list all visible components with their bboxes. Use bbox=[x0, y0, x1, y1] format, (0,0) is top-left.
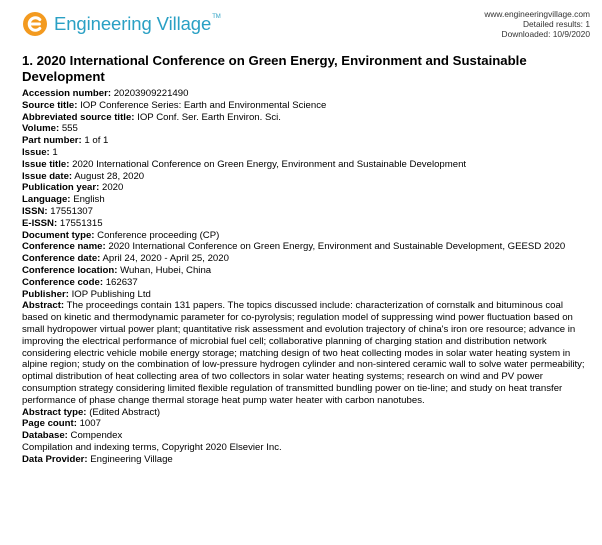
abstract-text: The proceedings contain 131 papers. The topics discussed include: characterization of cornstalk and bituminous coal based on kinetic and thermodynamic parameter for co-pyrolysis; regulation model of suppressing wind power fluctuation based on small hydropower virtual power plant; quantitative risk assessment and evolution trajectory of china's iron ore resource; advance in improving the electrical performance of microbial fuel cell; collaborative planning of charging station and distribution network considering electric vehicle mobile energy storage; matching design of two heat collecting modes in solar water heating system in alpine region; study on the combination of low-pressure hydrogen cylinder and non-sintered ceramic wall to solve water permeability; optimal distribution of heat collecting area of two collectors in solar water heating systems; research on wind and PV power consumption strategy considering limited flexible regulation of transmitted bundling power on tie-line; and study on heat transfer performance of phase change thermal storage heat pump water heater with carbon nanotubes. bbox=[22, 300, 585, 406]
field-label: Publication year: bbox=[22, 182, 100, 194]
field-label: Publisher: bbox=[22, 288, 69, 300]
field-value: 20203909221490 bbox=[113, 88, 189, 99]
data-provider-field bbox=[22, 454, 588, 466]
field-value: IOP Publishing Ltd bbox=[71, 288, 151, 300]
detailed-results-count: Detailed results: 1 bbox=[522, 19, 590, 30]
field-label: Abstract type: bbox=[22, 406, 87, 418]
field-row bbox=[22, 88, 588, 100]
field-value: August 28, 2020 bbox=[74, 170, 145, 182]
field-row bbox=[22, 112, 588, 124]
field-value: Wuhan, Hubei, China bbox=[120, 264, 212, 276]
field-value: Conference proceeding (CP) bbox=[97, 229, 220, 241]
engineering-village-logo[interactable] bbox=[22, 11, 221, 37]
field-label: Data Provider: bbox=[22, 453, 88, 465]
field-row bbox=[22, 171, 588, 183]
field-value: (Edited Abstract) bbox=[89, 406, 161, 418]
field-label: Conference location: bbox=[22, 264, 118, 276]
compilation-note: Compilation and indexing terms, Copyright 2020 Elsevier Inc. bbox=[22, 441, 282, 453]
field-label: Accession number: bbox=[22, 88, 112, 99]
record-content bbox=[22, 53, 588, 466]
header-meta bbox=[484, 9, 590, 40]
field-label: Source title: bbox=[22, 99, 78, 111]
field-value: 2020 International Conference on Green Energy, Environment and Sustainable Development, GEESD 2020 bbox=[108, 241, 566, 253]
field-row bbox=[22, 241, 588, 253]
field-label: Part number: bbox=[22, 135, 82, 147]
field-row bbox=[22, 206, 588, 218]
field-row bbox=[22, 135, 588, 147]
record-title: 1. 2020 International Conference on Green Energy, Environment and Sustainable Development bbox=[22, 53, 527, 84]
field-row bbox=[22, 100, 588, 112]
abstract-label: Abstract: bbox=[22, 300, 65, 312]
field-value: 2020 bbox=[101, 182, 124, 194]
field-value: 555 bbox=[61, 123, 78, 135]
field-label: Conference code: bbox=[22, 276, 104, 288]
field-row bbox=[22, 230, 588, 242]
field-row bbox=[22, 430, 588, 442]
field-value: 17551315 bbox=[59, 217, 103, 229]
field-label: Database: bbox=[22, 430, 68, 442]
field-label: Document type: bbox=[22, 229, 95, 241]
field-row bbox=[22, 407, 588, 419]
trademark-mark: TM bbox=[212, 14, 221, 20]
field-label: Volume: bbox=[22, 123, 60, 135]
field-value: 162637 bbox=[105, 276, 138, 288]
field-label: Language: bbox=[22, 194, 71, 206]
field-value: 2020 International Conference on Green Energy, Environment and Sustainable Development bbox=[72, 158, 467, 170]
field-label: Page count: bbox=[22, 418, 77, 430]
field-value: 17551307 bbox=[50, 205, 93, 217]
record-fields bbox=[22, 88, 588, 300]
field-value: Engineering Village bbox=[90, 453, 173, 465]
field-value: 1007 bbox=[79, 418, 101, 430]
field-row bbox=[22, 182, 588, 194]
field-row bbox=[22, 218, 588, 230]
field-label: Abbreviated source title: bbox=[22, 111, 135, 123]
field-row bbox=[22, 194, 588, 206]
field-label: Conference name: bbox=[22, 241, 106, 253]
field-value: 1 of 1 bbox=[84, 135, 109, 147]
field-label: Conference date: bbox=[22, 253, 101, 265]
field-row bbox=[22, 265, 588, 277]
field-value: English bbox=[73, 194, 105, 206]
abstract bbox=[22, 300, 588, 406]
engineering-village-logo-icon bbox=[22, 11, 48, 37]
field-value: 1 bbox=[52, 146, 58, 158]
field-label: ISSN: bbox=[22, 205, 48, 217]
field-row bbox=[22, 253, 588, 265]
page-header bbox=[0, 0, 602, 52]
logo-wordmark: Engineering Village™ bbox=[54, 13, 221, 34]
field-row bbox=[22, 289, 588, 301]
field-row bbox=[22, 147, 588, 159]
field-value: April 24, 2020 - April 25, 2020 bbox=[102, 253, 229, 265]
field-row bbox=[22, 123, 588, 135]
field-label: Issue title: bbox=[22, 158, 70, 170]
field-label: Issue: bbox=[22, 146, 50, 158]
field-value: Compendex bbox=[70, 430, 123, 442]
website-url[interactable]: www.engineeringvillage.com bbox=[484, 9, 590, 19]
field-label: Issue date: bbox=[22, 170, 73, 182]
field-value: IOP Conference Series: Earth and Environmental Science bbox=[80, 99, 327, 111]
record-fields-after bbox=[22, 407, 588, 442]
download-date: Downloaded: 10/9/2020 bbox=[501, 29, 590, 40]
field-row bbox=[22, 159, 588, 171]
field-row bbox=[22, 418, 588, 430]
field-row bbox=[22, 277, 588, 289]
field-value: IOP Conf. Ser. Earth Environ. Sci. bbox=[137, 111, 281, 123]
field-label: E-ISSN: bbox=[22, 217, 58, 229]
